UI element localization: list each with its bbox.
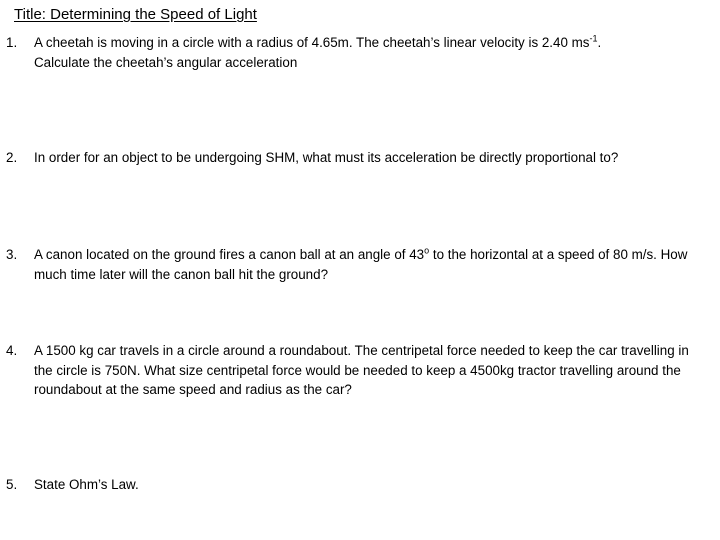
question-text-part: Calculate the cheetah’s angular acceleration [34,54,298,70]
question-text-part: to the horizontal at a speed of 80 m/s. How much time later will the canon ball hit the ground? [34,247,688,282]
question-4 [6,341,696,400]
question-number: 3. [6,247,18,262]
superscript-exponent: -1 [589,33,598,44]
question-number: 2. [6,150,18,165]
question-5 [6,475,696,495]
question-text: A 1500 kg car travels in a circle around a roundabout. The centripetal force needed to keep the car travelling in the circle is 750N. What size centripetal force would be needed to keep a 4500kg tractor travelling around the roundabout at the same speed and radius as the car? [34,343,689,397]
question-text-part: A canon located on the ground fires a canon ball at an angle of 43 [34,247,425,262]
question-1 [6,33,696,72]
question-2 [6,148,696,168]
question-number: 5. [6,477,18,492]
question-3 [6,245,696,284]
question-number: 1. [6,35,18,50]
question-number: 4. [6,343,18,358]
question-text: State Ohm’s Law. [34,477,139,492]
question-text: In order for an object to be undergoing SHM, what must its acceleration be directly proportional to? [34,150,619,165]
question-text [34,33,696,72]
page-title: Title: Determining the Speed of Light [14,6,257,23]
question-text [34,245,696,284]
question-text-part: . [597,35,602,50]
question-text-part: A cheetah is moving in a circle with a radius of 4.65m. The cheetah’s linear velocity is 2.40 ms [34,35,590,50]
degree-superscript: o [424,245,430,256]
